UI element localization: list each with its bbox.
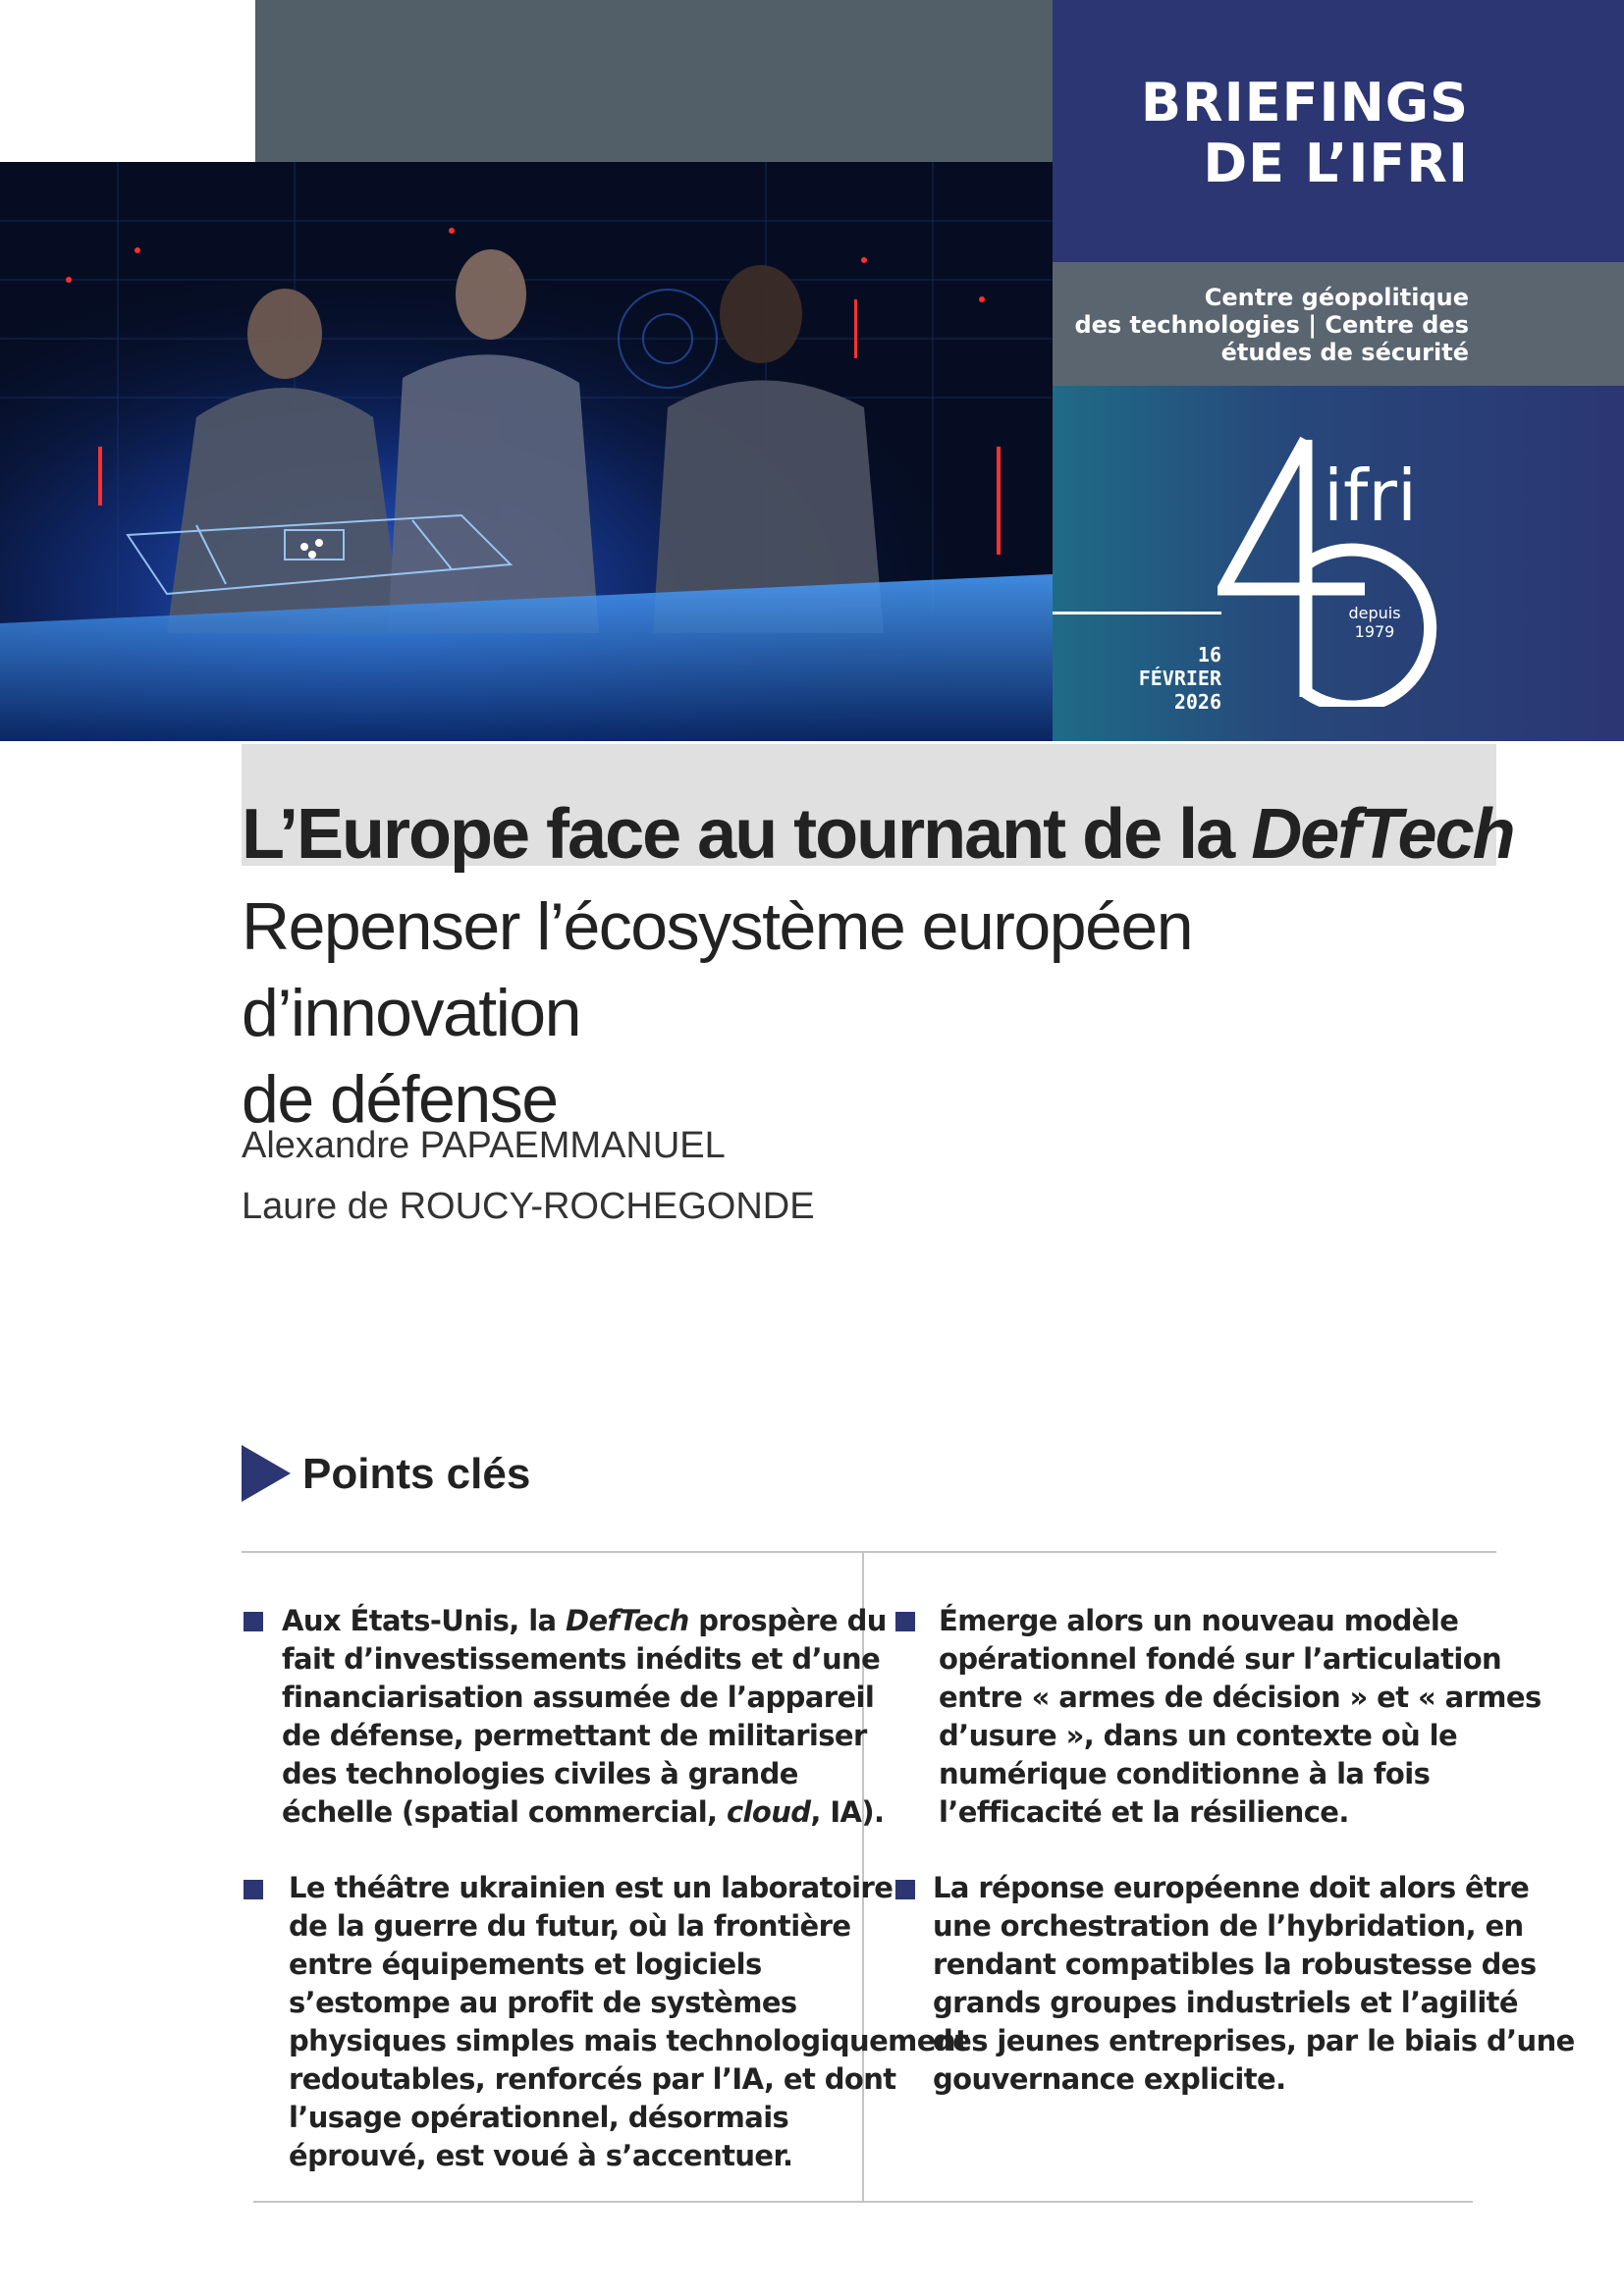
key-point-line: l’efficacité et la résilience. bbox=[939, 1795, 1349, 1829]
svg-text:depuis: depuis bbox=[1348, 604, 1401, 622]
bullet-square-icon bbox=[244, 1880, 263, 1899]
key-point-right-2 bbox=[933, 1869, 1575, 2099]
key-point-line: de défense, permettant de militariser bbox=[282, 1719, 867, 1752]
subtitle-line-2: de défense bbox=[242, 1062, 558, 1137]
key-point-line: de la guerre du futur, où la frontière bbox=[289, 1909, 851, 1943]
key-point-right-1 bbox=[939, 1602, 1542, 1832]
key-point-left-1 bbox=[282, 1602, 887, 1832]
key-point-line: des technologies civiles à grande bbox=[282, 1757, 798, 1790]
key-point-line: La réponse européenne doit alors être bbox=[933, 1871, 1530, 1904]
key-point-line: fait d’investissements inédits et d’une bbox=[282, 1642, 881, 1676]
date-rule bbox=[1053, 612, 1221, 614]
date-month: FÉVRIER bbox=[1138, 667, 1221, 690]
series-title-line-2: DE L’IFRI bbox=[1203, 133, 1469, 194]
divider-top bbox=[242, 1551, 1496, 1553]
subtitle-line-1: Repenser l’écosystème européen d’innovation bbox=[242, 889, 1193, 1050]
ifri-45-logo-icon bbox=[1218, 422, 1483, 707]
center-line-3: études de sécurité bbox=[1220, 339, 1469, 366]
svg-text:1979: 1979 bbox=[1354, 622, 1395, 641]
cover-photo bbox=[0, 162, 1053, 741]
key-point-line: grands groupes industriels et l’agilité bbox=[933, 1986, 1518, 2019]
series-title bbox=[1141, 73, 1469, 194]
research-centers bbox=[1074, 284, 1469, 366]
header-grey-block bbox=[255, 0, 1053, 162]
key-point-left-2 bbox=[289, 1869, 968, 2175]
bullet-square-icon bbox=[895, 1880, 915, 1899]
key-point-line: entre « armes de décision » et « armes bbox=[939, 1681, 1542, 1714]
key-point-line: des jeunes entreprises, par le biais d’une bbox=[933, 2024, 1575, 2057]
center-line-1: Centre géopolitique bbox=[1204, 284, 1469, 311]
bullet-square-icon bbox=[244, 1612, 263, 1631]
key-point-line: numérique conditionne à la fois bbox=[939, 1757, 1431, 1790]
key-point-line: l’usage opérationnel, désormais bbox=[289, 2101, 789, 2134]
author-1: Alexandre PAPAEMMANUEL bbox=[242, 1125, 726, 1166]
key-point-line: redoutables, renforcés par l’IA, et dont bbox=[289, 2062, 896, 2096]
key-point-line: rendant compatibles la robustesse des bbox=[933, 1948, 1537, 1981]
key-point-line: échelle (spatial commercial, cloud, IA). bbox=[282, 1795, 885, 1829]
date-day: 16 bbox=[1197, 643, 1221, 667]
section-triangle-icon bbox=[242, 1445, 291, 1502]
divider-bottom bbox=[253, 2201, 1473, 2203]
key-point-line: Émerge alors un nouveau modèle bbox=[939, 1604, 1459, 1637]
date-year: 2026 bbox=[1173, 690, 1221, 714]
page-title bbox=[242, 793, 1514, 876]
key-point-line: gouvernance explicite. bbox=[933, 2062, 1286, 2096]
title-emphasis: DefTech bbox=[1251, 795, 1514, 874]
key-point-line: Aux États-Unis, la DefTech prospère du bbox=[282, 1604, 887, 1637]
subtitle bbox=[242, 883, 1449, 1143]
key-point-line: d’usure », dans un contexte où le bbox=[939, 1719, 1458, 1752]
bullet-square-icon bbox=[895, 1612, 915, 1631]
svg-text:ifri: ifri bbox=[1324, 454, 1417, 537]
series-title-line-1: BRIEFINGS bbox=[1140, 72, 1469, 133]
author-2: Laure de ROUCY-ROCHEGONDE bbox=[242, 1186, 815, 1227]
points-heading: Points clés bbox=[302, 1450, 531, 1498]
key-point-line: Le théâtre ukrainien est un laboratoire bbox=[289, 1871, 893, 1904]
key-point-line: entre équipements et logiciels bbox=[289, 1948, 762, 1981]
publication-date bbox=[1139, 643, 1221, 714]
center-line-2: des technologies | Centre des bbox=[1074, 311, 1469, 339]
key-point-line: une orchestration de l’hybridation, en bbox=[933, 1909, 1524, 1943]
title-prefix: L’Europe face au tournant de la bbox=[242, 795, 1252, 874]
key-point-line: éprouvé, est voué à s’accentuer. bbox=[289, 2139, 793, 2172]
key-point-line: s’estompe au profit de systèmes bbox=[289, 1986, 797, 2019]
key-point-line: opérationnel fondé sur l’articulation bbox=[939, 1642, 1502, 1676]
key-point-line: physiques simples mais technologiquement bbox=[289, 2024, 969, 2057]
key-point-line: financiarisation assumée de l’appareil bbox=[282, 1681, 875, 1714]
military-team-hologram-photo-icon bbox=[0, 162, 1053, 741]
